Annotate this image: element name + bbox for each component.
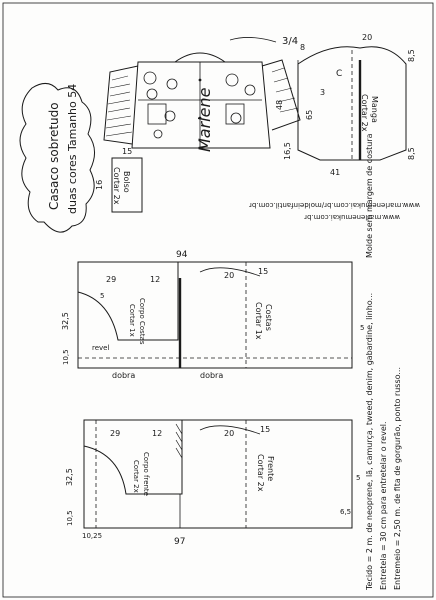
sleeve-measure-1: 65 — [305, 109, 314, 120]
sleeve-cut: Cortar 2x — [360, 94, 369, 132]
sleeve-letter: C — [336, 69, 343, 79]
back-measure-5: 5 — [100, 292, 105, 300]
front-piece — [65, 420, 360, 547]
materials-notes — [365, 293, 402, 591]
pocket-measure-width: 15 — [122, 147, 133, 156]
back-measure-total: 94 — [176, 250, 188, 260]
sleeve-label: Manga — [370, 96, 379, 123]
front-measure-8: 5 — [356, 474, 361, 482]
back-lower-cut: Cortar 1x — [254, 302, 263, 340]
note-entremeio: Entremeio = 2,50 m. de fita de gorgurão, ponto russo... — [393, 367, 402, 590]
sleeve-measure-7: 8 — [300, 43, 306, 52]
illustration-sleeve-note: 3/4 — [282, 36, 299, 47]
back-lower-label: Costas — [264, 304, 273, 331]
pocket-measure-height: 16 — [95, 179, 104, 190]
note-entretela: Entretela = 30 cm para entretelar o revel. — [379, 421, 388, 590]
back-yoke-label: Corpo Costas — [138, 298, 146, 345]
back-measure-3: 32,5 — [61, 312, 70, 330]
back-piece — [61, 250, 364, 380]
sleeve-measure-5: 8,5 — [407, 49, 416, 62]
front-measure-9: 6,5 — [340, 508, 352, 516]
note-tecido: Tecido = 2 m. de neoprene, lã, camurça, tweed, denim, gabardine, linho... — [365, 292, 374, 590]
front-measure-2: 10,5 — [66, 510, 74, 526]
sleeve-measure-3: 41 — [330, 168, 341, 177]
back-measure-4: 10,5 — [62, 349, 70, 365]
front-measure-total: 97 — [174, 537, 186, 547]
front-lower-cut: Cortar 2x — [256, 454, 265, 492]
front-measure-1: 32,5 — [65, 468, 74, 486]
back-fold-1: dobra — [112, 371, 136, 380]
title-block — [20, 83, 95, 232]
pocket-label: Bolso — [122, 171, 131, 193]
sleeve-measure-0: 48 — [275, 99, 284, 110]
front-measure-6: 20 — [224, 429, 235, 438]
website-1: www.marlenemukai.com.br — [304, 213, 400, 221]
back-measure-8: 5 — [360, 324, 365, 332]
sleeve-measure-8: 3 — [320, 88, 326, 97]
back-revel: revel — [92, 344, 110, 352]
back-measure-2: 12 — [150, 275, 161, 284]
notes-block — [249, 133, 420, 258]
back-yoke-cut: Cortar 1x — [128, 304, 136, 337]
back-fold-2: dobra — [200, 371, 224, 380]
molde-note: Molde sem margem de costura — [365, 133, 374, 258]
pocket-piece — [95, 147, 142, 212]
front-lower-label: Frente — [266, 456, 275, 482]
sleeve-measure-4: 20 — [362, 33, 373, 42]
sleeve-measure-6: 8,5 — [407, 147, 416, 160]
back-measure-7: 15 — [258, 267, 269, 276]
front-measure-4: 29 — [110, 429, 121, 438]
title-line2: duas cores Tamanho 54 — [66, 83, 79, 214]
back-measure-6: 20 — [224, 271, 235, 280]
pocket-cut: Cortar 2x — [112, 167, 121, 205]
front-yoke-label: Corpo frente — [142, 452, 150, 496]
front-yoke-cut: Cortar 2x — [132, 460, 140, 493]
front-measure-3: 10,25 — [82, 532, 103, 540]
front-measure-5: 12 — [152, 429, 163, 438]
front-measure-7: 15 — [260, 425, 271, 434]
back-measure-1: 29 — [106, 275, 117, 284]
sleeve-piece — [275, 33, 416, 177]
signature: Marlene — [195, 87, 214, 152]
website-2: www.marlenemukai.com.br/moldeinfantil.com.br — [249, 201, 420, 209]
sleeve-measure-2: 16,5 — [283, 142, 292, 160]
title-line1: Casaco sobretudo — [47, 102, 61, 210]
